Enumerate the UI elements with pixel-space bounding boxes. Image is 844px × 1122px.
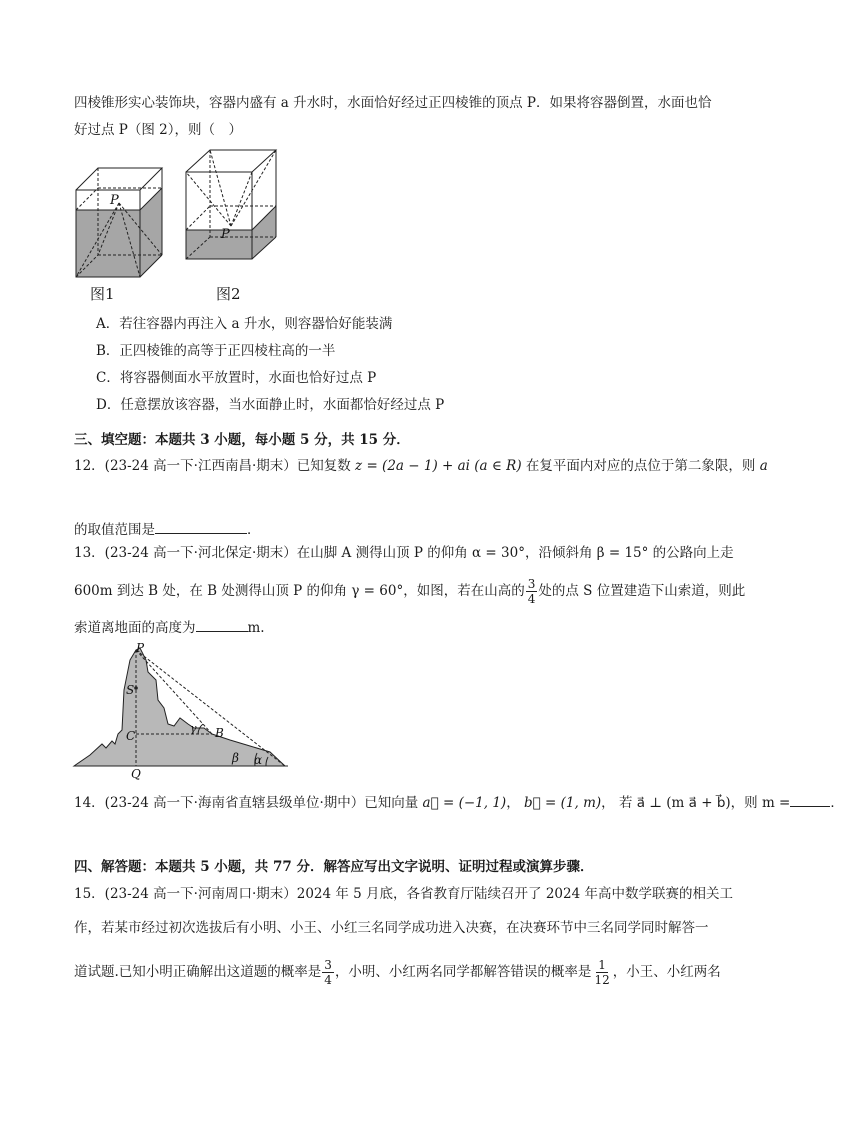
q14-prefix: 14．(23-24 高一下·海南省直辖县级单位·期中）已知向量: [74, 795, 419, 811]
q15-line3-c: ，小王、小红两名: [612, 964, 721, 980]
q13-line3-b: m.: [247, 620, 265, 636]
q11-line1: 四棱锥形实心装饰块，容器内盛有 a 升水时，水面恰好经过正四棱锥的顶点 P．如果将容器倒置，水面也恰: [74, 95, 712, 111]
fig-label-c: C: [126, 729, 136, 743]
q14-vec-b: b⃗ = (1, m): [524, 795, 602, 811]
q14-cond: 若 a⃗ ⊥ (m a⃗ + b⃗)，则 m =: [618, 795, 791, 811]
q12-suffix: 在复平面内对应的点位于第二象限，则: [525, 458, 756, 474]
q15-line1: 15．(23-24 高一下·河南周口·期末）2024 年 5 月底，各省教育厅陆续召开了 2024 年高中数学联赛的相关工: [74, 886, 733, 902]
q15-line3: [74, 958, 721, 987]
fig2-caption: 图2: [216, 285, 241, 303]
q13-line2-a: 600m 到达 B 处，在 B 处测得山顶 P 的仰角 γ = 60°，如图，若在山高的: [74, 583, 525, 599]
q15-frac1-num: 3: [324, 958, 332, 972]
fig-label-b: B: [215, 726, 224, 740]
q11-option-b: B．正四棱锥的高等于正四棱柱高的一半: [96, 343, 336, 359]
water-fig2: [186, 206, 276, 259]
q12-line1: [74, 456, 768, 476]
fig1-label-p: P: [110, 193, 119, 208]
fig-label-beta: β: [232, 751, 239, 765]
q15-frac2-num: 1: [598, 958, 606, 972]
q15-line2: 作，若某市经过初次选拔后有小明、小王、小红三名同学成功进入决赛，在决赛环节中三名同学同时解答一: [74, 920, 709, 936]
q11-option-a: A．若往容器内再注入 a 升水，则容器恰好能装满: [96, 316, 393, 332]
q15-line3-b: ，小明、小红两名同学都解答错误的概率是: [334, 964, 592, 980]
q14-vec-a: a⃗ = (−1, 1): [422, 795, 507, 811]
q12-formula: z = (2a − 1) + ai (a ∈ R): [355, 458, 522, 474]
q12-answer-blank[interactable]: [155, 519, 247, 534]
q15-fraction-1: [322, 958, 334, 987]
q15-line3-a: 道试题.已知小明正确解出这道题的概率是: [74, 964, 322, 980]
fig2-label-p: P: [221, 227, 230, 242]
q14-line: 14．(23-24 高一下·海南省直辖县级单位·期中）已知向量 a⃗ = (−1, 1)， b⃗ = (1, m)， 若 a⃗ ⊥ (m a⃗ + b⃗)，则 m = ．: [74, 792, 844, 813]
q13-line3-a: 索道离地面的高度为: [74, 620, 196, 636]
q11-option-c: C．将容器侧面水平放置时，水面也恰好过点 P: [96, 370, 377, 386]
section3-heading: 三、填空题：本题共 3 小题，每小题 5 分，共 15 分．: [74, 432, 410, 448]
q12-line2-text: 的取值范围是: [74, 522, 155, 538]
q15-frac1-den: 4: [324, 973, 332, 987]
q13-line1: 13．(23-24 高一下·河北保定·期末）在山脚 A 测得山顶 P 的仰角 α = 30°，沿倾斜角 β = 15° 的公路向上走: [74, 545, 734, 561]
fig-label-alpha: α: [254, 753, 263, 767]
q13-mountain-figure: [70, 640, 290, 780]
fig-label-p: P: [136, 641, 145, 655]
fig-label-s: S: [126, 683, 135, 697]
q13-line3: [74, 617, 265, 638]
q13-line2-b: 处的点 S 位置建造下山索道，则此: [538, 583, 746, 599]
q13-fraction: [526, 577, 538, 606]
section4-heading: 四、解答题：本题共 5 小题，共 77 分．解答应写出文字说明、证明过程或演算步骤．: [74, 859, 594, 875]
q13-answer-blank[interactable]: [196, 617, 248, 632]
q12-line2: [74, 519, 261, 540]
q12-var-a: a: [759, 458, 768, 474]
q11-option-d: D．任意摆放该容器，当水面静止时，水面都恰好经过点 P: [96, 397, 445, 413]
q13-line2: [74, 577, 745, 606]
q13-frac-den: 4: [527, 592, 536, 606]
figure-2: [186, 150, 276, 259]
q15-fraction-2: [592, 958, 611, 987]
fig-label-gamma: γ: [190, 722, 197, 735]
q12-end: ．: [247, 522, 261, 538]
mountain-shape: [74, 648, 285, 766]
q13-frac-num: 3: [527, 577, 536, 591]
q12-prefix: 12．(23-24 高一下·江西南昌·期末）已知复数: [74, 458, 351, 474]
q14-end: ．: [830, 795, 844, 811]
q15-frac2-den: 12: [594, 973, 610, 987]
fig-label-q: Q: [131, 767, 141, 781]
fig1-caption: 图1: [90, 285, 115, 303]
q14-answer-blank[interactable]: [790, 792, 830, 807]
figure-1: [76, 168, 162, 277]
q11-line2: 好过点 P（图 2），则（ ）: [74, 122, 243, 138]
